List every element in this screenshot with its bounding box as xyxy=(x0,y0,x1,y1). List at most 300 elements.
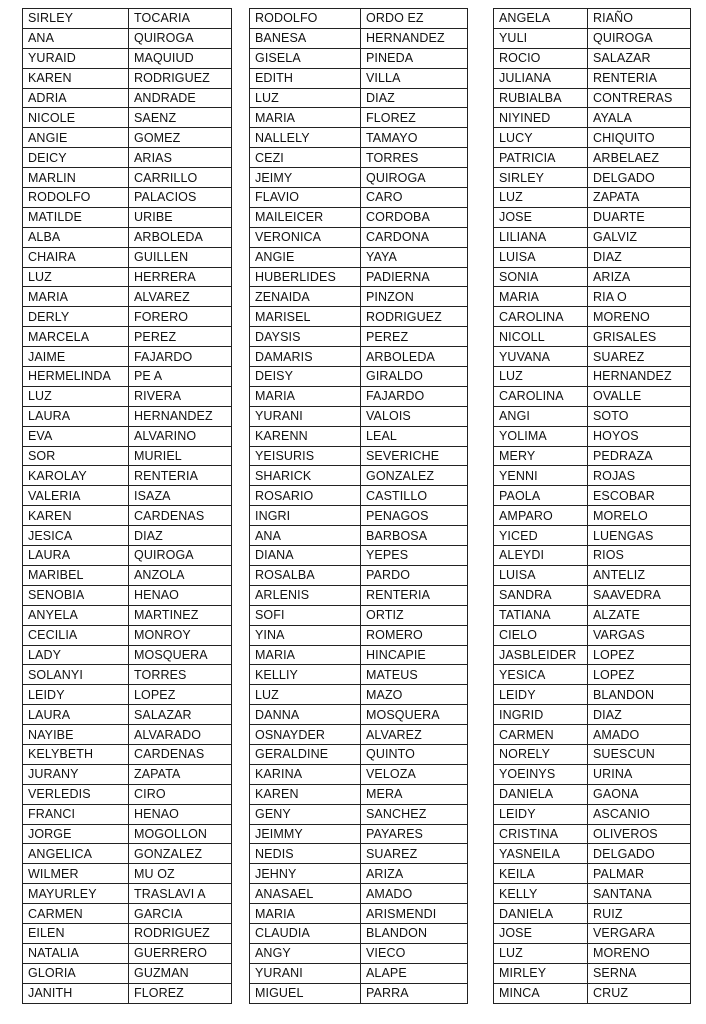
table-row xyxy=(494,506,691,526)
first-name-cell: CECILIA xyxy=(23,625,129,645)
last-name-cell: CRUZ xyxy=(588,983,691,1003)
first-name-cell: MARCELA xyxy=(23,327,129,347)
last-name-cell: GALVIZ xyxy=(588,227,691,247)
table-row xyxy=(23,28,232,48)
table-row xyxy=(494,884,691,904)
table-row xyxy=(250,824,468,844)
table-row xyxy=(250,108,468,128)
last-name-cell: BLANDON xyxy=(588,685,691,705)
last-name-cell: RIOS xyxy=(588,546,691,566)
last-name-cell: RODRIGUEZ xyxy=(361,307,468,327)
first-name-cell: MAYURLEY xyxy=(23,884,129,904)
last-name-cell: FAJARDO xyxy=(129,347,232,367)
last-name-cell: SOTO xyxy=(588,406,691,426)
first-name-cell: YINA xyxy=(250,625,361,645)
table-row xyxy=(23,705,232,725)
last-name-cell: GAONA xyxy=(588,784,691,804)
table-row xyxy=(250,665,468,685)
last-name-cell: MOSQUERA xyxy=(129,645,232,665)
last-name-cell: ALVARINO xyxy=(129,426,232,446)
table-row xyxy=(494,406,691,426)
first-name-cell: ROCIO xyxy=(494,48,588,68)
table-row xyxy=(494,247,691,267)
last-name-cell: MAZO xyxy=(361,685,468,705)
table-row xyxy=(250,267,468,287)
last-name-cell: SUAREZ xyxy=(361,844,468,864)
first-name-cell: LEIDY xyxy=(23,685,129,705)
first-name-cell: LAURA xyxy=(23,546,129,566)
table-row xyxy=(494,645,691,665)
last-name-cell: ANTELIZ xyxy=(588,565,691,585)
last-name-cell: PEDRAZA xyxy=(588,446,691,466)
first-name-cell: GLORIA xyxy=(23,963,129,983)
table-row xyxy=(23,605,232,625)
last-name-cell: HERRERA xyxy=(129,267,232,287)
table-row xyxy=(23,983,232,1003)
first-name-cell: DEICY xyxy=(23,148,129,168)
first-name-cell: DANIELA xyxy=(494,784,588,804)
table-row xyxy=(23,9,232,29)
table-row xyxy=(23,784,232,804)
last-name-cell: PEREZ xyxy=(129,327,232,347)
last-name-cell: MORENO xyxy=(588,943,691,963)
last-name-cell: ANDRADE xyxy=(129,88,232,108)
last-name-cell: PALMAR xyxy=(588,864,691,884)
table-row xyxy=(494,744,691,764)
first-name-cell: EILEN xyxy=(23,923,129,943)
first-name-cell: DIANA xyxy=(250,546,361,566)
first-name-cell: ZENAIDA xyxy=(250,287,361,307)
table-row xyxy=(23,744,232,764)
table-row xyxy=(250,844,468,864)
last-name-cell: MAQUIUD xyxy=(129,48,232,68)
first-name-cell: KARINA xyxy=(250,764,361,784)
first-name-cell: DANNA xyxy=(250,705,361,725)
last-name-cell: CONTRERAS xyxy=(588,88,691,108)
first-name-cell: CARMEN xyxy=(494,725,588,745)
first-name-cell: KELLY xyxy=(494,884,588,904)
table-row xyxy=(494,546,691,566)
last-name-cell: SUAREZ xyxy=(588,347,691,367)
last-name-cell: OLIVEROS xyxy=(588,824,691,844)
last-name-cell: RENTERIA xyxy=(588,68,691,88)
last-name-cell: SUESCUN xyxy=(588,744,691,764)
last-name-cell: ARIZA xyxy=(361,864,468,884)
last-name-cell: QUIROGA xyxy=(129,28,232,48)
table-row xyxy=(494,168,691,188)
last-name-cell: ALVAREZ xyxy=(361,725,468,745)
table-row xyxy=(250,466,468,486)
first-name-cell: ALEYDI xyxy=(494,546,588,566)
first-name-cell: LUZ xyxy=(250,88,361,108)
last-name-cell: LOPEZ xyxy=(588,645,691,665)
first-name-cell: YENNI xyxy=(494,466,588,486)
table-row xyxy=(494,287,691,307)
last-name-cell: FLOREZ xyxy=(129,983,232,1003)
first-name-cell: NORELY xyxy=(494,744,588,764)
last-name-cell: URIBE xyxy=(129,207,232,227)
table-row xyxy=(23,526,232,546)
last-name-cell: PINEDA xyxy=(361,48,468,68)
last-name-cell: HERNANDEZ xyxy=(129,406,232,426)
table-row xyxy=(494,466,691,486)
last-name-cell: CARO xyxy=(361,188,468,208)
last-name-cell: PARDO xyxy=(361,565,468,585)
last-name-cell: AMADO xyxy=(588,725,691,745)
table-row xyxy=(23,406,232,426)
first-name-cell: ANGY xyxy=(250,943,361,963)
first-name-cell: GISELA xyxy=(250,48,361,68)
last-name-cell: DIAZ xyxy=(588,247,691,267)
first-name-cell: ANASAEL xyxy=(250,884,361,904)
table-row xyxy=(250,446,468,466)
first-name-cell: LAURA xyxy=(23,406,129,426)
first-name-cell: JASBLEIDER xyxy=(494,645,588,665)
table-row xyxy=(494,207,691,227)
last-name-cell: ARBOLEDA xyxy=(129,227,232,247)
first-name-cell: MAILEICER xyxy=(250,207,361,227)
table-row xyxy=(494,426,691,446)
table-row xyxy=(250,983,468,1003)
last-name-cell: SAENZ xyxy=(129,108,232,128)
table-row xyxy=(250,426,468,446)
first-name-cell: LUZ xyxy=(250,685,361,705)
table-row xyxy=(494,585,691,605)
table-row xyxy=(494,565,691,585)
first-name-cell: LUZ xyxy=(23,267,129,287)
last-name-cell: URINA xyxy=(588,764,691,784)
table-row xyxy=(494,804,691,824)
first-name-cell: YURAID xyxy=(23,48,129,68)
table-row xyxy=(494,705,691,725)
first-name-cell: JEHNY xyxy=(250,864,361,884)
last-name-cell: RIA O xyxy=(588,287,691,307)
table-row xyxy=(494,923,691,943)
table-row xyxy=(250,725,468,745)
first-name-cell: LUZ xyxy=(494,188,588,208)
first-name-cell: NICOLL xyxy=(494,327,588,347)
first-name-cell: MARIA xyxy=(494,287,588,307)
table-row xyxy=(494,904,691,924)
first-name-cell: CARMEN xyxy=(23,904,129,924)
first-name-cell: YEISURIS xyxy=(250,446,361,466)
table-row xyxy=(494,486,691,506)
last-name-cell: ARIZA xyxy=(588,267,691,287)
first-name-cell: FLAVIO xyxy=(250,188,361,208)
first-name-cell: ANGIE xyxy=(250,247,361,267)
table-row xyxy=(250,128,468,148)
table-row xyxy=(494,446,691,466)
last-name-cell: HENAO xyxy=(129,585,232,605)
table-row xyxy=(494,148,691,168)
table-row xyxy=(494,48,691,68)
last-name-cell: MARTINEZ xyxy=(129,605,232,625)
table-row xyxy=(23,108,232,128)
last-name-cell: RODRIGUEZ xyxy=(129,923,232,943)
table-row xyxy=(250,764,468,784)
first-name-cell: CIELO xyxy=(494,625,588,645)
first-name-cell: GERALDINE xyxy=(250,744,361,764)
table-row xyxy=(250,307,468,327)
first-name-cell: LILIANA xyxy=(494,227,588,247)
first-name-cell: LAURA xyxy=(23,705,129,725)
last-name-cell: QUIROGA xyxy=(129,546,232,566)
last-name-cell: PADIERNA xyxy=(361,267,468,287)
first-name-cell: LADY xyxy=(23,645,129,665)
last-name-cell: SERNA xyxy=(588,963,691,983)
table-row xyxy=(494,28,691,48)
first-name-cell: LUZ xyxy=(494,367,588,387)
first-name-cell: YURANI xyxy=(250,406,361,426)
table-row xyxy=(250,386,468,406)
first-name-cell: SOLANYI xyxy=(23,665,129,685)
table-row xyxy=(23,764,232,784)
last-name-cell: ALVAREZ xyxy=(129,287,232,307)
last-name-cell: GARCIA xyxy=(129,904,232,924)
table-row xyxy=(250,247,468,267)
first-name-cell: EDITH xyxy=(250,68,361,88)
table-row xyxy=(250,804,468,824)
last-name-cell: LUENGAS xyxy=(588,526,691,546)
table-row xyxy=(23,645,232,665)
last-name-cell: SANCHEZ xyxy=(361,804,468,824)
table-row xyxy=(250,406,468,426)
last-name-cell: LEAL xyxy=(361,426,468,446)
last-name-cell: MERA xyxy=(361,784,468,804)
first-name-cell: SIRLEY xyxy=(494,168,588,188)
last-name-cell: ESCOBAR xyxy=(588,486,691,506)
first-name-cell: ANA xyxy=(23,28,129,48)
first-name-cell: SENOBIA xyxy=(23,585,129,605)
last-name-cell: VARGAS xyxy=(588,625,691,645)
first-name-cell: DERLY xyxy=(23,307,129,327)
table-row xyxy=(23,486,232,506)
table-row xyxy=(494,824,691,844)
table-row xyxy=(250,9,468,29)
first-name-cell: YICED xyxy=(494,526,588,546)
table-row xyxy=(494,864,691,884)
first-name-cell: MIRLEY xyxy=(494,963,588,983)
first-name-cell: SOR xyxy=(23,446,129,466)
table-row xyxy=(250,645,468,665)
first-name-cell: CAROLINA xyxy=(494,307,588,327)
last-name-cell: LOPEZ xyxy=(129,685,232,705)
first-name-cell: DEISY xyxy=(250,367,361,387)
first-name-cell: MARIA xyxy=(250,386,361,406)
last-name-cell: ARISMENDI xyxy=(361,904,468,924)
first-name-cell: LEIDY xyxy=(494,685,588,705)
first-name-cell: LUZ xyxy=(23,386,129,406)
last-name-cell: ARBOLEDA xyxy=(361,347,468,367)
first-name-cell: LEIDY xyxy=(494,804,588,824)
last-name-cell: GRISALES xyxy=(588,327,691,347)
table-row xyxy=(23,923,232,943)
table-row xyxy=(250,605,468,625)
last-name-cell: PALACIOS xyxy=(129,188,232,208)
table-row xyxy=(494,227,691,247)
last-name-cell: CARDENAS xyxy=(129,744,232,764)
first-name-cell: DANIELA xyxy=(494,904,588,924)
first-name-cell: SIRLEY xyxy=(23,9,129,29)
first-name-cell: ALBA xyxy=(23,227,129,247)
first-name-cell: JULIANA xyxy=(494,68,588,88)
table-row xyxy=(250,744,468,764)
first-name-cell: DAMARIS xyxy=(250,347,361,367)
table-row xyxy=(494,307,691,327)
first-name-cell: MINCA xyxy=(494,983,588,1003)
table-row xyxy=(250,48,468,68)
table-row xyxy=(23,267,232,287)
last-name-cell: VALOIS xyxy=(361,406,468,426)
table-row xyxy=(23,725,232,745)
table-row xyxy=(494,128,691,148)
first-name-cell: ARLENIS xyxy=(250,585,361,605)
first-name-cell: ANGI xyxy=(494,406,588,426)
table-row xyxy=(23,188,232,208)
last-name-cell: DELGADO xyxy=(588,168,691,188)
first-name-cell: WILMER xyxy=(23,864,129,884)
first-name-cell: AMPARO xyxy=(494,506,588,526)
last-name-cell: CARDENAS xyxy=(129,506,232,526)
first-name-cell: KAREN xyxy=(250,784,361,804)
table-row xyxy=(250,287,468,307)
first-name-cell: LUISA xyxy=(494,247,588,267)
last-name-cell: VILLA xyxy=(361,68,468,88)
first-name-cell: NAYIBE xyxy=(23,725,129,745)
last-name-cell: CARRILLO xyxy=(129,168,232,188)
table-row xyxy=(494,725,691,745)
last-name-cell: AYALA xyxy=(588,108,691,128)
first-name-cell: MARIA xyxy=(250,904,361,924)
first-name-cell: DAYSIS xyxy=(250,327,361,347)
last-name-cell: ALVARADO xyxy=(129,725,232,745)
last-name-cell: ZAPATA xyxy=(588,188,691,208)
last-name-cell: MATEUS xyxy=(361,665,468,685)
first-name-cell: JURANY xyxy=(23,764,129,784)
first-name-cell: ROSARIO xyxy=(250,486,361,506)
last-name-cell: ASCANIO xyxy=(588,804,691,824)
last-name-cell: ROJAS xyxy=(588,466,691,486)
first-name-cell: MERY xyxy=(494,446,588,466)
first-name-cell: LUCY xyxy=(494,128,588,148)
first-name-cell: NEDIS xyxy=(250,844,361,864)
last-name-cell: DIAZ xyxy=(588,705,691,725)
names-table-column-1 xyxy=(22,8,232,1004)
last-name-cell: YAYA xyxy=(361,247,468,267)
table-row xyxy=(23,367,232,387)
table-row xyxy=(250,585,468,605)
last-name-cell: DIAZ xyxy=(129,526,232,546)
table-row xyxy=(494,9,691,29)
table-row xyxy=(250,207,468,227)
first-name-cell: CHAIRA xyxy=(23,247,129,267)
first-name-cell: YURANI xyxy=(250,963,361,983)
last-name-cell: RUIZ xyxy=(588,904,691,924)
first-name-cell: FRANCI xyxy=(23,804,129,824)
first-name-cell: JORGE xyxy=(23,824,129,844)
first-name-cell: ANGIE xyxy=(23,128,129,148)
last-name-cell: VELOZA xyxy=(361,764,468,784)
table-row xyxy=(23,824,232,844)
table-row xyxy=(494,784,691,804)
first-name-cell: KELLIY xyxy=(250,665,361,685)
first-name-cell: JAIME xyxy=(23,347,129,367)
table-row xyxy=(494,665,691,685)
first-name-cell: NICOLE xyxy=(23,108,129,128)
table-row xyxy=(250,486,468,506)
first-name-cell: HUBERLIDES xyxy=(250,267,361,287)
table-row xyxy=(23,804,232,824)
names-table-column-3 xyxy=(493,8,691,1004)
table-row xyxy=(250,506,468,526)
first-name-cell: ANA xyxy=(250,526,361,546)
last-name-cell: AMADO xyxy=(361,884,468,904)
last-name-cell: HERNANDEZ xyxy=(361,28,468,48)
first-name-cell: SONIA xyxy=(494,267,588,287)
first-name-cell: MARIA xyxy=(250,108,361,128)
first-name-cell: RUBIALBA xyxy=(494,88,588,108)
table-row xyxy=(23,168,232,188)
last-name-cell: RIVERA xyxy=(129,386,232,406)
table-row xyxy=(23,227,232,247)
table-row xyxy=(494,605,691,625)
table-row xyxy=(494,625,691,645)
last-name-cell: RIAÑO xyxy=(588,9,691,29)
last-name-cell: SALAZAR xyxy=(129,705,232,725)
first-name-cell: SOFI xyxy=(250,605,361,625)
last-name-cell: GONZALEZ xyxy=(129,844,232,864)
last-name-cell: CHIQUITO xyxy=(588,128,691,148)
table-row xyxy=(494,844,691,864)
last-name-cell: GUILLEN xyxy=(129,247,232,267)
last-name-cell: MU OZ xyxy=(129,864,232,884)
first-name-cell: SANDRA xyxy=(494,585,588,605)
first-name-cell: YUVANA xyxy=(494,347,588,367)
first-name-cell: ANYELA xyxy=(23,605,129,625)
last-name-cell: MORENO xyxy=(588,307,691,327)
table-row xyxy=(250,347,468,367)
table-row xyxy=(23,88,232,108)
table-row xyxy=(250,625,468,645)
first-name-cell: OSNAYDER xyxy=(250,725,361,745)
last-name-cell: PINZON xyxy=(361,287,468,307)
last-name-cell: ORDO EZ xyxy=(361,9,468,29)
last-name-cell: SEVERICHE xyxy=(361,446,468,466)
last-name-cell: ARBELAEZ xyxy=(588,148,691,168)
table-row xyxy=(250,68,468,88)
last-name-cell: RODRIGUEZ xyxy=(129,68,232,88)
table-row xyxy=(494,68,691,88)
first-name-cell: RODOLFO xyxy=(23,188,129,208)
last-name-cell: MOSQUERA xyxy=(361,705,468,725)
last-name-cell: ARIAS xyxy=(129,148,232,168)
table-row xyxy=(23,307,232,327)
table-row xyxy=(250,227,468,247)
last-name-cell: PARRA xyxy=(361,983,468,1003)
table-row xyxy=(23,347,232,367)
first-name-cell: YOEINYS xyxy=(494,764,588,784)
last-name-cell: CIRO xyxy=(129,784,232,804)
first-name-cell: VERLEDIS xyxy=(23,784,129,804)
table-row xyxy=(250,168,468,188)
last-name-cell: GONZALEZ xyxy=(361,466,468,486)
table-row xyxy=(250,327,468,347)
first-name-cell: CAROLINA xyxy=(494,386,588,406)
last-name-cell: OVALLE xyxy=(588,386,691,406)
last-name-cell: GIRALDO xyxy=(361,367,468,387)
first-name-cell: KEILA xyxy=(494,864,588,884)
table-row xyxy=(494,386,691,406)
